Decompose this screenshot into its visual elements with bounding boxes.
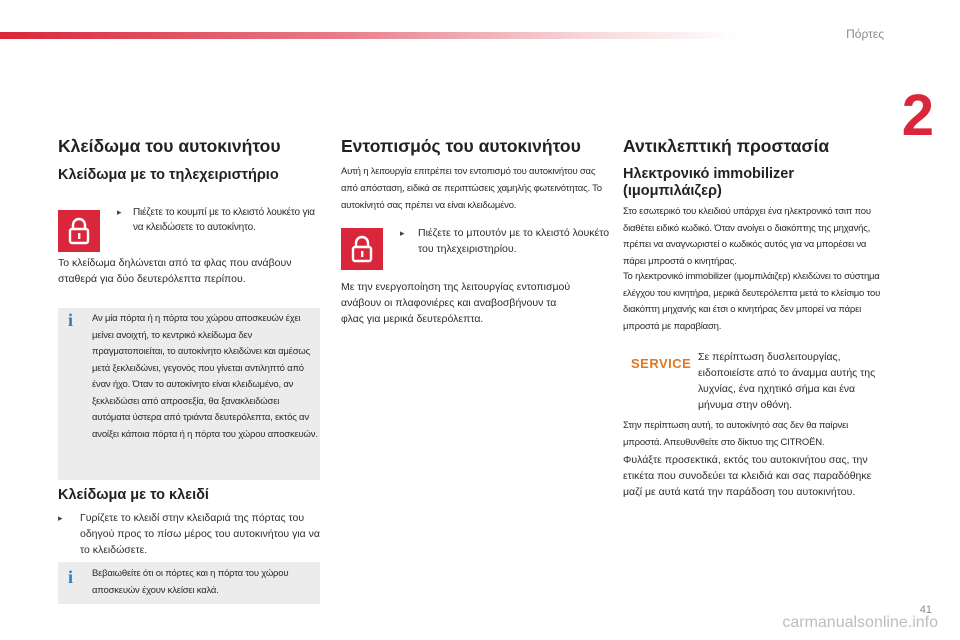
subheading-key-locking: Κλείδωμα με το κλειδί (58, 487, 209, 503)
section-title: Πόρτες (846, 27, 884, 41)
paragraph-locating-intro: Αυτή η λειτουργία επιτρέπει τον εντοπισμό του αυτοκινήτου σας από απόσταση, ειδικά σε περιπτώσεις χαμηλής φωτεινότητας. Το αυτοκίνητό σας πρέπει να είναι κλειδωμένο. (341, 166, 602, 211)
bullet-remote-lock (117, 205, 327, 235)
heading-vehicle-locating: Εντοπισμός του αυτοκινήτου (341, 136, 581, 156)
top-accent-bar (0, 32, 740, 39)
paragraph-immobilizer-lock: Το ηλεκτρονικό immobilizer (ιμομπιλάιζερ) κλειδώνει το σύστημα ελέγχου του κινητήρα, μερικά δευτερόλεπτα μετά το κλείσιμο του διακόπτη μηχανής και έτσι ο κινητήρας δεν μπορεί να πάρει μπροστά με παραβίαση. (623, 271, 881, 332)
lock-button-image (341, 228, 383, 270)
arrow-bullet-icon: ▸ (400, 228, 405, 238)
info-box-doors-closed (58, 562, 320, 604)
lock-icon (348, 235, 376, 263)
paragraph-no-start: Στην περίπτωση αυτή, το αυτοκίνητό σας δεν θα παίρνει μπροστά. Απευθυνθείτε στο δίκτυο της CITROËN. (623, 420, 849, 448)
subheading-remote-locking: Κλείδωμα με το τηλεχειριστήριο (58, 167, 279, 183)
lock-icon (65, 217, 93, 245)
lock-button-image (58, 210, 100, 252)
info-icon: i (68, 567, 74, 587)
arrow-bullet-icon: ▸ (117, 207, 122, 217)
info-icon: i (68, 310, 74, 330)
bullet-text: Γυρίζετε το κλειδί στην κλειδαριά της πόρτας του οδηγού προς το πίσω μέρος του αυτοκινήτου για να το κλειδώσετε. (80, 512, 320, 556)
watermark: carmanualsonline.info (782, 614, 938, 631)
paragraph-lock-indication: Το κλείδωμα δηλώνεται από τα φλας που ανάβουν σταθερά για δύο δευτερόλεπτα περίπου. (58, 257, 292, 285)
info-text: Βεβαιωθείτε ότι οι πόρτες και η πόρτα του χώρου αποσκευών έχουν κλείσει καλά. (92, 568, 289, 596)
paragraph-keep-label: Φυλάξτε προσεκτικά, εκτός του αυτοκινήτου σας, την ετικέτα που συνοδεύει τα κλειδιά και σας παραδόθηκε μαζί με αυτά κατά την παράδοση του αυτοκινήτου. (623, 454, 872, 498)
chapter-number: 2 (901, 83, 934, 148)
heading-anti-theft: Αντικλεπτική προστασία (623, 136, 830, 156)
bullet-key-lock (58, 510, 320, 558)
bullet-text: Πιέζετε το μπουτόν με το κλειστό λουκέτο του τηλεχειριστηρίου. (418, 227, 610, 255)
info-box-open-door (58, 308, 320, 480)
subheading-immobilizer: Ηλεκτρονικό immobilizer (ιμομπιλάιζερ) (623, 166, 794, 199)
paragraph-immobilizer-chip: Στο εσωτερικό του κλειδιού υπάρχει ένα ηλεκτρονικό τσιπ που διαθέτει ειδικό κωδικό. Όταν ανοίγει ο διακόπτης της μηχανής, πρέπει να αναγνωριστεί ο κωδικός αυτός για να μπορέσει να πάρει μπροστά ο κινητήρας. (623, 206, 871, 267)
heading-vehicle-locking: Κλείδωμα του αυτοκινήτου (58, 136, 281, 156)
bullet-locate-button (400, 225, 610, 257)
info-text: Αν μία πόρτα ή η πόρτα του χώρου αποσκευών έχει μείνει ανοιχτή, το κεντρικό κλείδωμα δεν πραγματοποιείται, το αυτοκίνητο κλειδώνει και αμέσως μετά ξεκλειδώνει, γεγονός που γίνεται αντιληπτό από έναν ήχο. Όταν το αυτοκίνητο είναι κλειδωμένο, αν ξεκλειδώσει από απροσεξία, θα ξανακλειδώσει αυτόματα ύστερα από τριάντα δευτερόλεπτα, εκτός αν ανοίξει κάποια πόρτα ή η πόρτα του χώρου αποσκευών. (92, 313, 318, 440)
arrow-bullet-icon: ▸ (58, 513, 63, 523)
paragraph-locating-result: Με την ενεργοποίηση της λειτουργίας εντοπισμού ανάβουν οι πλαφονιέρες και αναβοσβήνουν τα φλας για μερικά δευτερόλεπτα. (341, 281, 571, 325)
page-number: 41 (919, 604, 932, 616)
service-warning-light: SERVICE (631, 356, 692, 371)
bullet-text: Πιέζετε το κουμπί με το κλειστό λουκέτο για να κλειδώσετε το αυτοκίνητο. (133, 207, 315, 233)
paragraph-service-fault: Σε περίπτωση δυσλειτουργίας, ειδοποιείστε από το άναμμα αυτής της λυχνίας, ένα ηχητικό σήμα και ένα μήνυμα στην οθόνη. (698, 351, 876, 411)
